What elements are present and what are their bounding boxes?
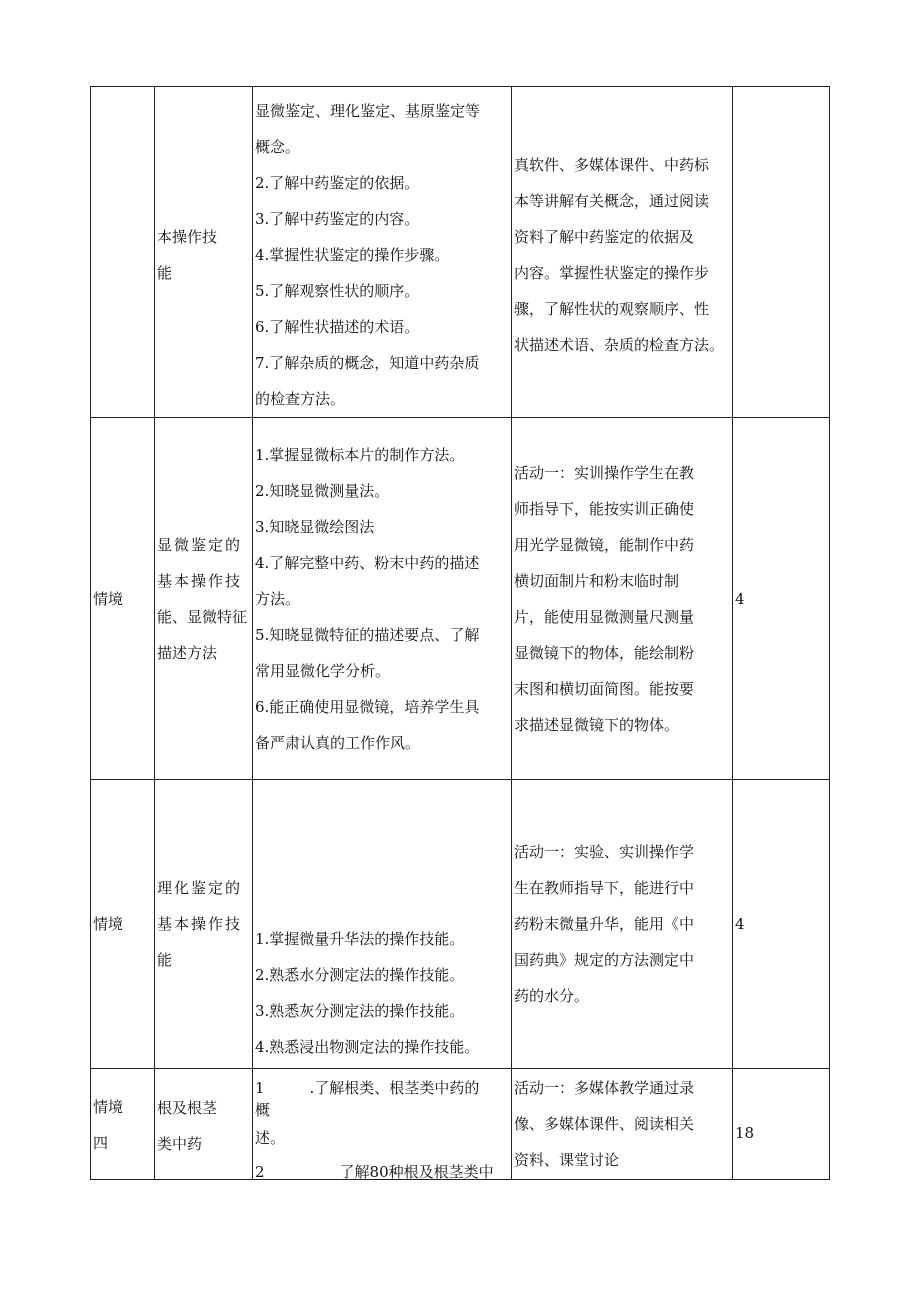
objectives-cell: [253, 87, 512, 418]
objective-line: 7.了解杂质的概念，知道中药杂质: [255, 354, 480, 372]
task-line: 根及根茎: [157, 1099, 218, 1117]
task-line: 理化鉴定的: [157, 879, 243, 897]
scenario-label: 四: [93, 1134, 109, 1152]
objective-line: 概念。: [255, 138, 301, 156]
course-table: [90, 86, 830, 1180]
table-row: [91, 1069, 830, 1180]
activity-line: 像、多媒体课件、阅读相关: [514, 1115, 695, 1133]
scenario-cell: [91, 1069, 155, 1180]
activity-line: 国药典》规定的方法测定中: [514, 951, 695, 969]
activities-cell: [512, 87, 733, 418]
hours-cell: [733, 418, 830, 780]
activity-line: 显微镜下的物体，能绘制粉: [514, 643, 695, 662]
activity-line: 活动一：实验、实训操作学: [514, 843, 695, 861]
activity-line: 末图和横切面简图。能按要: [514, 679, 695, 698]
task-line: 能: [157, 264, 173, 282]
table-row: [91, 87, 830, 418]
activity-line: 用光学显微镜，能制作中药: [514, 535, 695, 554]
hours-value: 4: [735, 915, 745, 933]
hours-cell: [733, 780, 830, 1069]
hours-cell: [733, 1069, 830, 1180]
objective-line: 显微鉴定、理化鉴定、基原鉴定等: [255, 102, 481, 120]
objective-line: 6.能正确使用显微镜，培养学生具: [255, 697, 480, 716]
objective-line: 述。: [255, 1129, 286, 1147]
objective-line: 3.知晓显微绘图法: [255, 517, 375, 536]
activity-line: 药的水分。: [514, 987, 590, 1005]
objective-line: 4.熟悉浸出物测定法的操作技能。: [255, 1038, 480, 1056]
objective-line: 5.知晓显微特征的描述要点、了解: [255, 625, 480, 644]
task-cell: [155, 1069, 253, 1180]
objective-line: 3.了解中药鉴定的内容。: [255, 210, 420, 228]
task-cell: [155, 87, 253, 418]
activity-line: 片，能使用显微测量尺测量: [514, 607, 695, 626]
task-line: 本操作技: [157, 228, 218, 246]
task-line: 能、显微特征: [157, 607, 248, 626]
activity-line: 资料、课堂讨论: [514, 1151, 620, 1169]
activity-line: 师指导下，能按实训正确使: [514, 499, 695, 518]
objective-line: 1 .了解根类、根茎类中药的: [255, 1079, 480, 1097]
hours-value: 4: [735, 589, 745, 608]
task-cell: [155, 418, 253, 780]
objective-line: 2 了解80种根及根茎类中: [255, 1163, 494, 1181]
objective-line: 4.掌握性状鉴定的操作步骤。: [255, 246, 450, 264]
objective-line: 概: [255, 1101, 271, 1119]
task-line: 类中药: [157, 1135, 203, 1153]
hours-cell: [733, 87, 830, 418]
objective-line: 5.了解观察性状的顺序。: [255, 282, 420, 300]
objective-line: 的检查方法。: [255, 390, 346, 408]
activities-cell: [512, 1069, 733, 1180]
objective-line: 1.掌握显微标本片的制作方法。: [255, 445, 465, 464]
scenario-label: 情境: [93, 589, 124, 608]
scenario-label: 情境: [93, 915, 124, 933]
objective-line: 3.熟悉灰分测定法的操作技能。: [255, 1002, 465, 1020]
activity-line: 求描述显微镜下的物体。: [514, 715, 680, 734]
activity-line: 活动一：多媒体教学通过录: [514, 1079, 695, 1097]
task-line: 基本操作技: [157, 915, 243, 933]
activity-line: 横切面制片和粉末临时制: [514, 571, 680, 590]
scenario-label: 情境: [93, 1098, 124, 1116]
table-row: [91, 780, 830, 1069]
activity-line: 药粉末微量升华，能用《中: [514, 915, 695, 933]
scenario-cell: [91, 418, 155, 780]
objective-line: 6.了解性状描述的术语。: [255, 318, 420, 336]
objectives-cell: [253, 1069, 512, 1180]
activity-line: 资料了解中药鉴定的依据及: [514, 228, 695, 246]
objective-line: 常用显微化学分析。: [255, 661, 391, 680]
task-line: 描述方法: [157, 643, 218, 662]
task-cell: [155, 780, 253, 1069]
objective-line: 4.了解完整中药、粉末中药的描述: [255, 553, 480, 572]
objective-line: 1.掌握微量升华法的操作技能。: [255, 930, 465, 948]
task-line: 基本操作技: [157, 571, 243, 590]
objectives-cell: [253, 780, 512, 1069]
objective-line: 方法。: [255, 589, 301, 608]
hours-value: 18: [735, 1124, 755, 1142]
activity-line: 内容。掌握性状鉴定的操作步: [514, 264, 710, 282]
activities-cell: [512, 780, 733, 1069]
task-line: 显微鉴定的: [157, 535, 243, 554]
objective-line: 备严肃认真的工作作风。: [255, 733, 421, 752]
activity-line: 本等讲解有关概念，通过阅读: [514, 192, 710, 210]
activity-line: 活动一：实训操作学生在教: [514, 463, 695, 482]
task-line: 能: [157, 951, 173, 969]
activity-line: 骤，了解性状的观察顺序、性: [514, 300, 710, 318]
objective-line: 2.知晓显微测量法。: [255, 481, 390, 500]
objective-line: 2.了解中药鉴定的依据。: [255, 174, 420, 192]
activity-line: 状描述术语、杂质的检查方法。: [514, 336, 725, 354]
objectives-cell: [253, 418, 512, 780]
objective-line: 2.熟悉水分测定法的操作技能。: [255, 966, 465, 984]
activity-line: 真软件、多媒体课件、中药标: [514, 156, 710, 174]
activities-cell: [512, 418, 733, 780]
table-row: [91, 418, 830, 780]
activity-line: 生在教师指导下，能进行中: [514, 879, 695, 897]
scenario-cell: [91, 87, 155, 418]
scenario-cell: [91, 780, 155, 1069]
